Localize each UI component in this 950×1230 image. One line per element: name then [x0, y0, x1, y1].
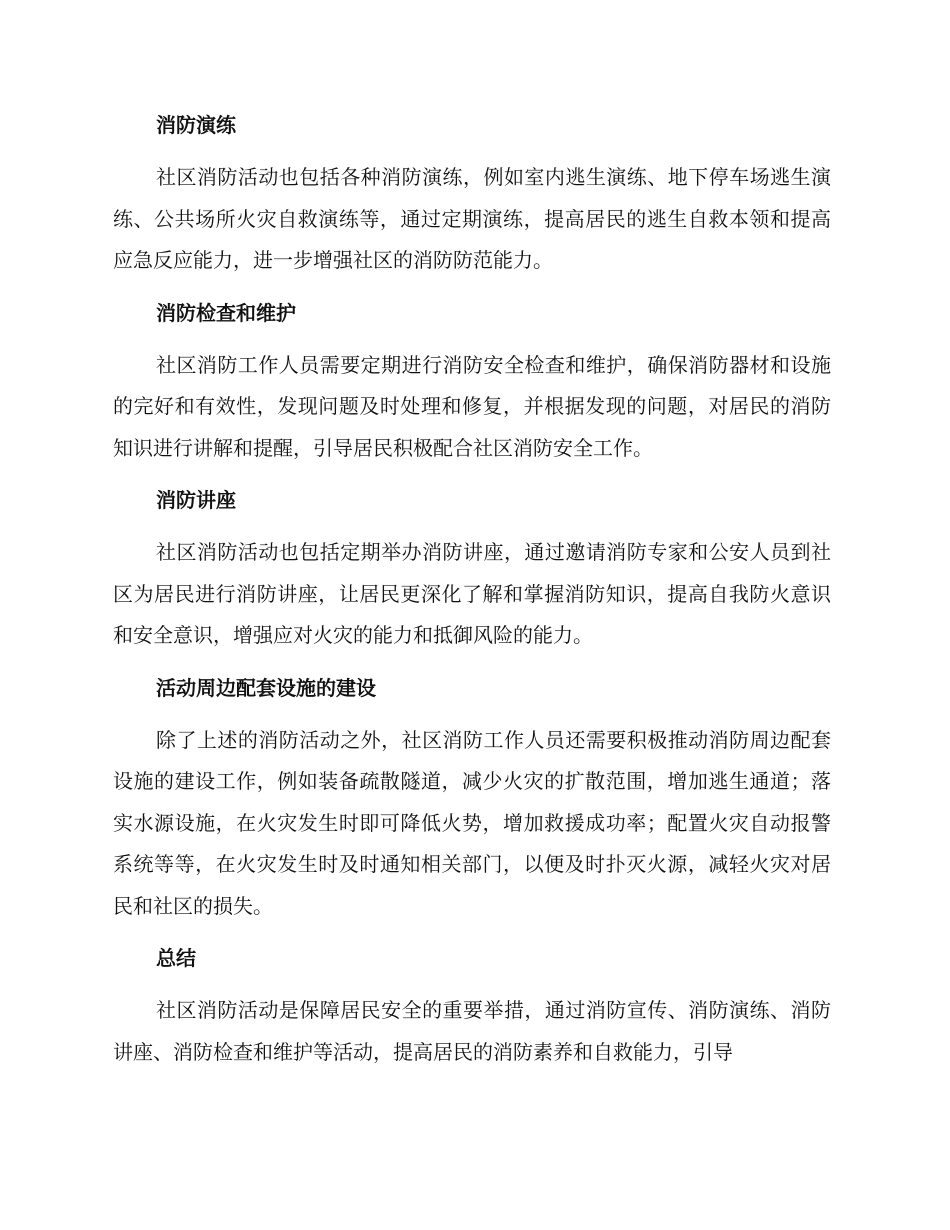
section-heading-fire-drill: 消防演练 — [156, 113, 236, 137]
section-heading-inspection-maintenance: 消防检查和维护 — [156, 300, 296, 325]
section-heading-fire-lecture: 消防讲座 — [156, 488, 236, 512]
section-paragraph-inspection-maintenance: 社区消防工作人员需要定期进行消防安全检查和维护，确保消防器材和设施的完好和有效性，发现问题及时处理和修复，并根据发现的问题，对居民的消防知识进行讲解和提醒，引导居民积极配合社区消防安全工作。 — [113, 352, 831, 460]
section-heading-summary: 总结 — [156, 946, 196, 970]
section-paragraph-facility-construction: 除了上述的消防活动之外，社区消防工作人员还需要积极推动消防周边配套设施的建设工作，例如装备疏散隧道，减少火灾的扩散范围，增加逃生通道；落实水源设施，在火灾发生时即可降低火势，增加救援成功率；配置火灾自动报警系统等等，在火灾发生时及时通知相关部门，以便及时扑灭火源，减轻火灾对居民和社区的损失。 — [113, 727, 831, 918]
section-paragraph-fire-drill: 社区消防活动也包括各种消防演练，例如室内逃生演练、地下停车场逃生演练、公共场所火灾自救演练等，通过定期演练，提高居民的逃生自救本领和提高应急反应能力，进一步增强社区的消防防范能力。 — [113, 165, 831, 272]
section-paragraph-fire-lecture: 社区消防活动也包括定期举办消防讲座，通过邀请消防专家和公安人员到社区为居民进行消防讲座，让居民更深化了解和掌握消防知识，提高自我防火意识和安全意识，增强应对火灾的能力和抵御风险的能力。 — [113, 540, 831, 647]
section-heading-facility-construction: 活动周边配套设施的建设 — [156, 675, 376, 700]
section-paragraph-summary: 社区消防活动是保障居民安全的重要举措，通过消防宣传、消防演练、消防讲座、消防检查和维护等活动，提高居民的消防素养和自救能力，引导 — [113, 998, 831, 1064]
document-body — [113, 105, 831, 1084]
